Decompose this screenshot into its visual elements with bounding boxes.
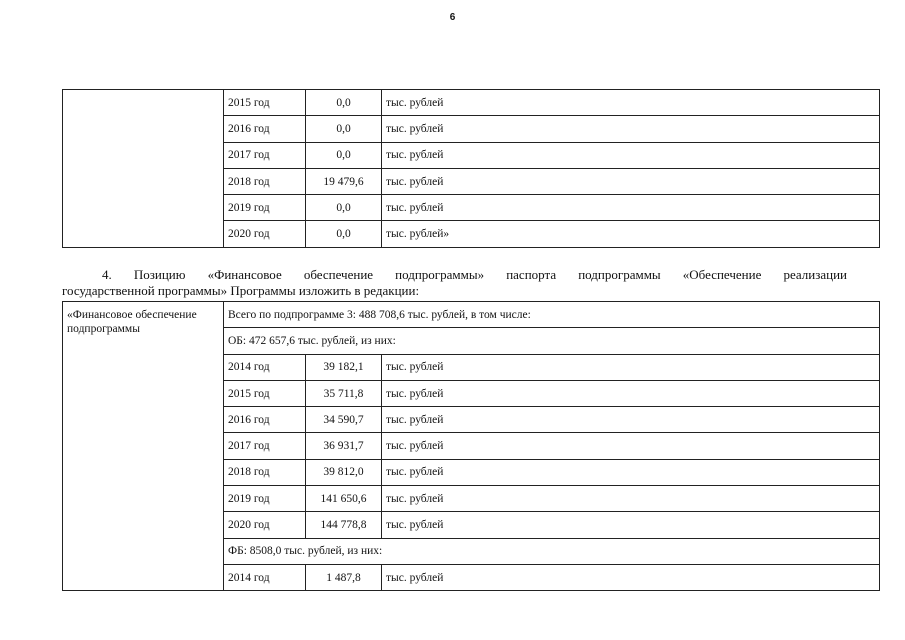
- year-cell: 2016 год: [224, 116, 306, 142]
- total-cell: Всего по подпрограмме 3: 488 708,6 тыс. рублей, в том числе:: [224, 302, 880, 328]
- year-cell: 2020 год: [224, 512, 306, 538]
- value-cell: 19 479,6: [306, 168, 382, 194]
- value-cell: 34 590,7: [306, 407, 382, 433]
- value-cell: 0,0: [306, 195, 382, 221]
- year-cell: 2018 год: [224, 459, 306, 485]
- year-cell: 2014 год: [224, 354, 306, 380]
- unit-cell: тыс. рублей: [382, 380, 880, 406]
- value-cell: 0,0: [306, 116, 382, 142]
- value-cell: 36 931,7: [306, 433, 382, 459]
- value-cell: 0,0: [306, 142, 382, 168]
- value-cell: 1 487,8: [306, 564, 382, 590]
- value-cell: 0,0: [306, 221, 382, 247]
- unit-cell: тыс. рублей: [382, 195, 880, 221]
- year-cell: 2018 год: [224, 168, 306, 194]
- unit-cell: тыс. рублей: [382, 407, 880, 433]
- page-number: 6: [449, 12, 456, 23]
- empty-label-cell: [63, 90, 224, 248]
- value-cell: 39 812,0: [306, 459, 382, 485]
- ob-header-cell: ОБ: 472 657,6 тыс. рублей, из них:: [224, 328, 880, 354]
- fb-header-cell: ФБ: 8508,0 тыс. рублей, из них:: [224, 538, 880, 564]
- year-cell: 2015 год: [224, 90, 306, 116]
- year-cell: 2020 год: [224, 221, 306, 247]
- unit-cell: тыс. рублей: [382, 168, 880, 194]
- table-row: [63, 90, 880, 116]
- value-cell: 39 182,1: [306, 354, 382, 380]
- unit-cell: тыс. рублей: [382, 142, 880, 168]
- year-cell: 2016 год: [224, 407, 306, 433]
- year-cell: 2019 год: [224, 195, 306, 221]
- value-cell: 0,0: [306, 90, 382, 116]
- unit-cell: тыс. рублей: [382, 433, 880, 459]
- unit-cell: тыс. рублей: [382, 90, 880, 116]
- unit-cell: тыс. рублей: [382, 354, 880, 380]
- unit-cell: тыс. рублей: [382, 512, 880, 538]
- section-label-cell: «Финансовое обеспечение подпрограммы: [63, 302, 224, 591]
- year-cell: 2017 год: [224, 142, 306, 168]
- year-cell: 2019 год: [224, 486, 306, 512]
- amendment-paragraph: [62, 267, 847, 299]
- top-funding-table: [62, 89, 880, 248]
- unit-cell: тыс. рублей»: [382, 221, 880, 247]
- paragraph-line-1: 4. Позицию «Финансовое обеспечение подпрограммы» паспорта подпрограммы «Обеспечение реализации: [102, 267, 847, 282]
- unit-cell: тыс. рублей: [382, 116, 880, 142]
- value-cell: 144 778,8: [306, 512, 382, 538]
- table-row: [63, 302, 880, 328]
- year-cell: 2017 год: [224, 433, 306, 459]
- paragraph-line-2: государственной программы» Программы изложить в редакции:: [62, 283, 420, 298]
- value-cell: 35 711,8: [306, 380, 382, 406]
- year-cell: 2015 год: [224, 380, 306, 406]
- unit-cell: тыс. рублей: [382, 459, 880, 485]
- unit-cell: тыс. рублей: [382, 564, 880, 590]
- year-cell: 2014 год: [224, 564, 306, 590]
- unit-cell: тыс. рублей: [382, 486, 880, 512]
- subprogram-funding-table: [62, 301, 880, 591]
- value-cell: 141 650,6: [306, 486, 382, 512]
